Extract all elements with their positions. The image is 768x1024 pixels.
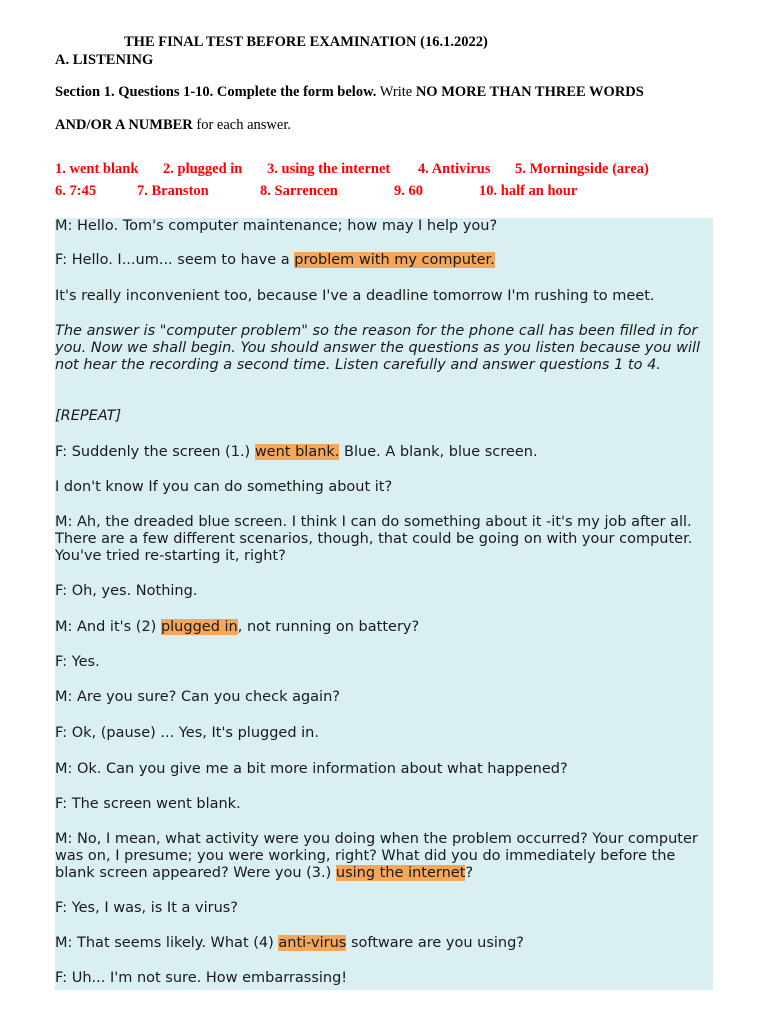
highlighted-answer: plugged in — [160, 619, 238, 635]
transcript-line: F: Yes. — [55, 654, 100, 670]
instruction-text: for each answer. — [192, 117, 291, 133]
section-heading: A. LISTENING — [55, 52, 154, 68]
transcript-line: F: Uh... I'm not sure. How embarrassing! — [55, 970, 348, 986]
transcript-line: F: The screen went blank. — [55, 796, 241, 812]
transcript-line: F: Hello. I...um... seem to have a problem with my computer. — [55, 252, 495, 268]
highlighted-answer: using the internet — [335, 864, 466, 881]
answer-item: 10. half an hour — [479, 183, 578, 199]
transcript-line: F: Suddenly the screen (1.) went blank. Blue. A blank, blue screen. — [55, 444, 538, 460]
answer-key-row-1 — [55, 161, 715, 179]
transcript-line: I don't know If you can do something about it? — [55, 479, 393, 495]
transcript-line: M: Are you sure? Can you check again? — [55, 689, 340, 705]
answer-key-row-2 — [55, 183, 715, 201]
answer-item: 9. 60 — [394, 183, 423, 199]
transcript-line: It's really inconvenient too, because I've a deadline tomorrow I'm rushing to meet. — [55, 288, 655, 304]
transcript-line: M: Ok. Can you give me a bit more information about what happened? — [55, 761, 568, 777]
answer-item: 8. Sarrencen — [260, 183, 338, 199]
test-title: THE FINAL TEST BEFORE EXAMINATION (16.1.2022) — [124, 34, 488, 50]
instruction-line-2 — [55, 117, 291, 134]
transcript-line: [REPEAT] — [55, 408, 122, 424]
answer-item: 6. 7:45 — [55, 183, 97, 199]
transcript-note: The answer is "computer problem" so the reason for the phone call has been filled in for you. Now we shall begin. You should answer the questions as you listen because you will not hear the recording a second time. Listen carefully and answer questions 1 to 4. — [55, 323, 701, 373]
highlighted-answer: problem with my computer. — [294, 252, 495, 268]
highlighted-answer: went blank. — [254, 444, 340, 460]
transcript-line: F: Oh, yes. Nothing. — [55, 583, 198, 599]
transcript-line: M: No, I mean, what activity were you doing when the problem occurred? Your computer was on, I presume; you were working, right? What did you do immediately before the blank screen appeared? Were you (3.) using the internet? — [55, 831, 698, 881]
instruction-bold: Section 1. Questions 1-10. Complete the form below. — [55, 84, 377, 100]
transcript-line: M: Ah, the dreaded blue screen. I think I can do something about it -it's my job after all. There are a few different scenarios, though, that could be going on with your computer. You've tried re-starting it, right? — [55, 514, 693, 564]
transcript-line: F: Ok, (pause) ... Yes, It's plugged in. — [55, 725, 319, 741]
transcript-box — [55, 218, 713, 990]
answer-item: 5. Morningside (area) — [515, 161, 649, 177]
transcript-line: M: That seems likely. What (4) anti-virus software are you using? — [55, 935, 525, 951]
answer-item: 2. plugged in — [163, 161, 243, 177]
instruction-text: Write — [376, 84, 416, 100]
answer-item: 3. using the internet — [267, 161, 391, 177]
transcript-line: M: Hello. Tom's computer maintenance; how may I help you? — [55, 218, 498, 234]
highlighted-answer: anti-virus — [278, 935, 347, 951]
transcript-line: M: And it's (2) plugged in, not running on battery? — [55, 619, 420, 635]
answer-item: 4. Antivirus — [418, 161, 491, 177]
transcript-line: F: Yes, I was, is It a virus? — [55, 900, 239, 916]
instruction-bold-limit: NO MORE THAN THREE WORDS — [415, 84, 644, 100]
answer-item: 7. Branston — [137, 183, 209, 199]
instruction-line-1 — [55, 84, 644, 101]
answer-item: 1. went blank — [55, 161, 139, 177]
instruction-bold: AND/OR A NUMBER — [55, 117, 193, 133]
